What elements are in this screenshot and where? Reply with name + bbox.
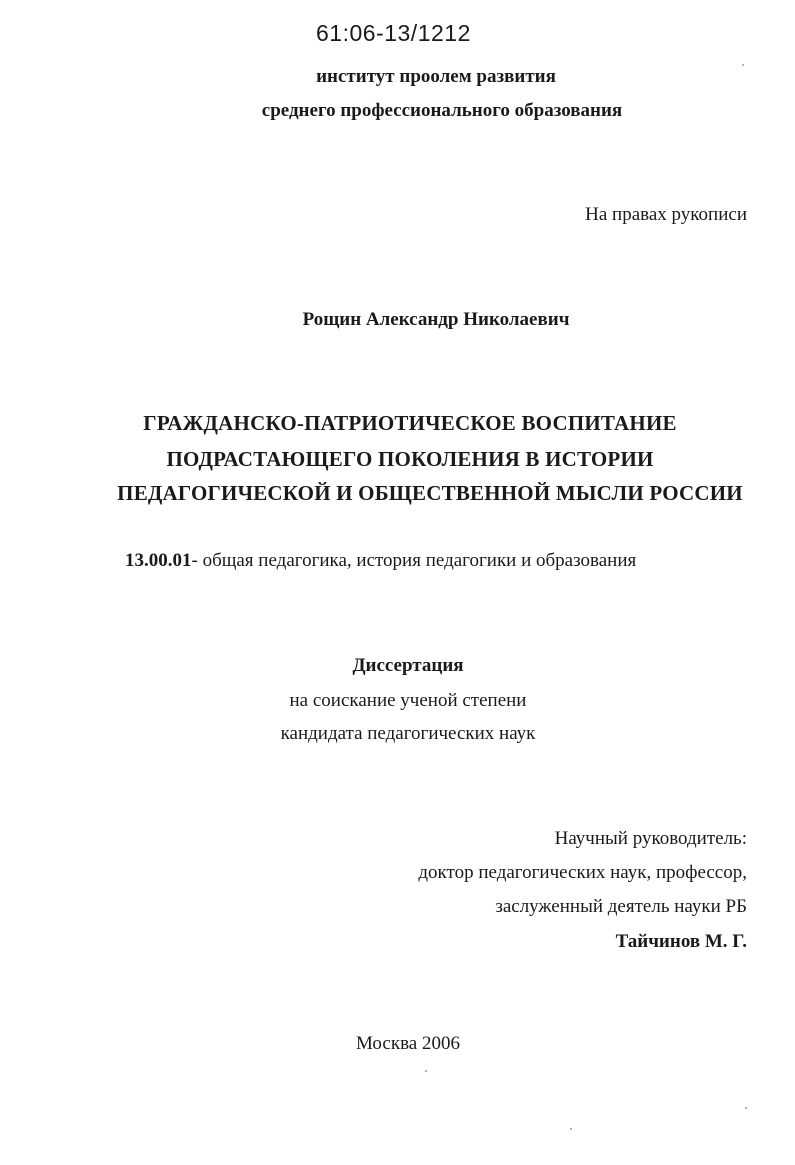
degree-line-1: на соискание ученой степени [289, 690, 527, 711]
advisor-honor: заслуженный деятель науки РБ [495, 896, 747, 917]
scan-speck [742, 64, 744, 66]
advisor-label: Научный руководитель: [554, 828, 747, 849]
institute-name-line-2: среднего профессионального образования [261, 100, 623, 121]
manuscript-note: На правах рукописи [585, 204, 747, 225]
dissertation-title-line-3: ПЕДАГОГИЧЕСКОЙ И ОБЩЕСТВЕННОЙ МЫСЛИ РОССИИ [117, 481, 743, 505]
institute-name-line-1: институт проолем развития [316, 66, 556, 87]
work-type: Диссертация [352, 655, 464, 676]
scan-speck [570, 1128, 572, 1130]
scan-speck [425, 1070, 427, 1072]
archive-code: 61:06-13/1212 [316, 20, 471, 46]
specialty-line [125, 550, 636, 572]
dissertation-title-line-2: ПОДРАСТАЮЩЕГО ПОКОЛЕНИЯ В ИСТОРИИ [166, 447, 654, 471]
place-year: Москва 2006 [356, 1033, 460, 1054]
scan-speck [745, 1107, 747, 1109]
specialty-code: 13.00.01 [125, 550, 192, 571]
author-name: Рощин Александр Николаевич [302, 309, 570, 330]
advisor-degree: доктор педагогических наук, профессор, [418, 862, 747, 883]
degree-line-2: кандидата педагогических наук [280, 723, 536, 744]
advisor-name: Тайчинов М. Г. [615, 931, 747, 952]
dissertation-title-line-1: ГРАЖДАНСКО-ПАТРИОТИЧЕСКОЕ ВОСПИТАНИЕ [143, 411, 677, 435]
specialty-description: - общая педагогика, история педагогики и образования [191, 550, 637, 571]
